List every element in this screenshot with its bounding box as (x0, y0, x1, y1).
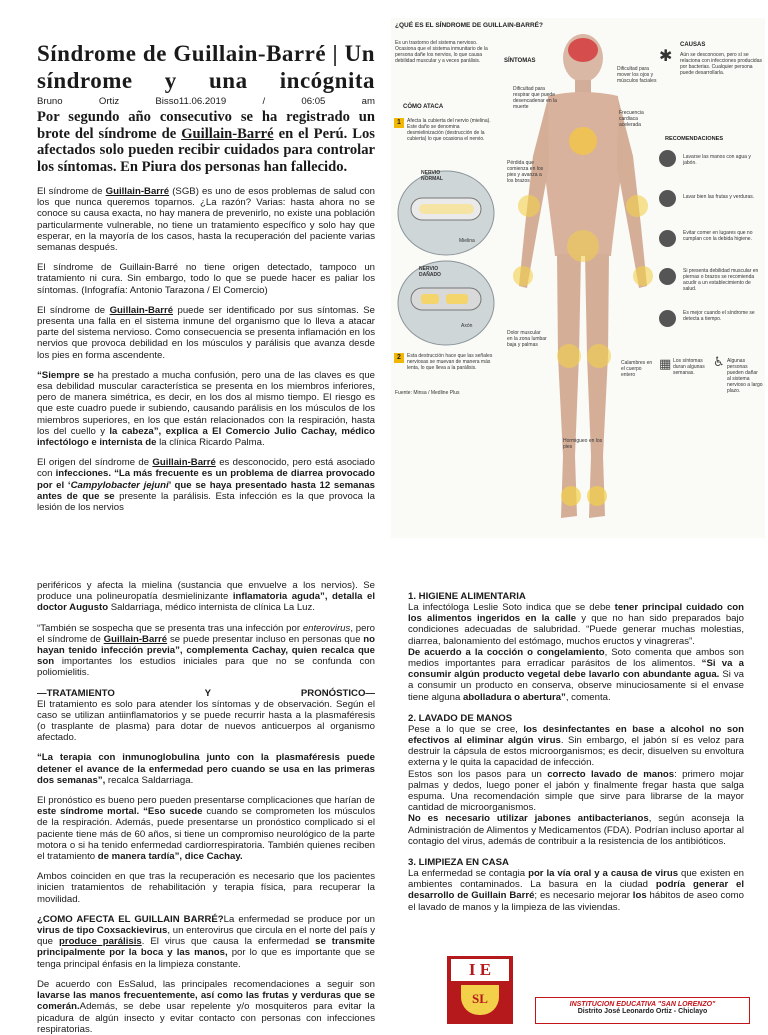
axon-label: Axón (461, 323, 473, 329)
paragraph (37, 623, 375, 679)
text: El síndrome de (37, 304, 110, 316)
text: inflamatoria aguda”, detalla el doctor Augusto (37, 591, 375, 614)
heading-part: —TRATAMIENTO (37, 687, 115, 699)
recommendation-item: Si presenta debilidad muscular en piernas o brazos se recomienda acudir a un establecimiento de salud. (683, 268, 759, 292)
nervio-danado-label: NERVIO DAÑADO (419, 266, 441, 278)
left-leg (557, 254, 581, 518)
text: Pese a lo que se cree, (408, 723, 524, 735)
text: (SGB) es uno de esos problemas de salud con los que nunca queremos toparnos. ¿La razón? Varias: hasta ahora no se conoce su causa exacta, no hay manera de prevenirlo, no existe una población particularmente vulnerable, no tiene un tratamiento específico y solo hay que esperar, en la mayoría de los casos, hasta la recuperación del paciente varias semanas después. (37, 186, 375, 254)
recommendation-item: Evitar comer en lugares que no cumplan con la debida higiene. (683, 230, 753, 242)
hand-highlight (633, 266, 653, 286)
foot-highlight (561, 486, 581, 506)
intro-column (37, 186, 375, 513)
text: hábitos de aseo como el lavado de manos y la limpieza de las viviendas. (408, 890, 744, 913)
symptom-duration-text: Los síntomas duran algunas semanas. (673, 358, 705, 376)
causas-text: Aún se desconocen, pero sí se relaciona con infecciones producidas por bacterias. Cualquier persona puede desarrollarla. (680, 52, 762, 76)
lumbar-highlight (567, 230, 599, 262)
text: ¿COMO AFECTA EL GUILLAIN BARRÉ? (37, 913, 224, 925)
school-logo (447, 956, 513, 1024)
text: Si va a consumir un producto en conserva, observe minuciosamente si el envase tiene alguna (408, 669, 745, 703)
text: no hayan tenido infección previa”, complementa Cachay, quien recalca que son (37, 633, 375, 668)
paragraph (408, 724, 744, 847)
school-place: Distrito José Leonardo Ortiz - Chiclayo (577, 1008, 708, 1015)
text: de manera tardía”, dice Cachay. (97, 851, 243, 863)
heading-part: Y (204, 687, 212, 699)
text: presente la parálisis. Esta infección es la que provoca la lesión de los nervios (37, 490, 376, 514)
text: cuando se comprometen los músculos de la respiración. Además, puede presentarse un pronóstico complicado si el paciente tiene más de 60 años, si tiene un compromiso neurológico de la parte motora o si ha tenido enfermedad cardiorrespiratoria. También quienes reciben el tratamiento (37, 806, 375, 863)
paragraph (37, 580, 375, 614)
text: los (632, 890, 647, 902)
left-arm (519, 98, 549, 288)
clock-icon (659, 310, 676, 327)
text: No es necesario utilizar jabones antibacterianos (408, 813, 649, 825)
text: La infectóloga Leslie Soto indica que se debe (408, 602, 615, 613)
text: Saldarriaga, médico internista de clínica La Luz. (108, 602, 315, 614)
text: periféricos y afecta la mielina (sustancia que envuelve a los nervios). Se produce una polineuropatía desmielinizante (37, 580, 375, 603)
symptom-text: Calambres en el cuerpo entero (621, 360, 653, 378)
recommendation-item: Lavar bien las frutas y verduras. (683, 194, 755, 200)
text: y que no han sido preparados bajo condiciones adecuadas de salubridad. “Puede generar muchas molestias, diarrea, balonamiento del estómago, muchos eructos y vinagreras”. (408, 613, 744, 647)
section-heading-tratamiento (37, 688, 375, 699)
recomendaciones-heading: RECOMENDACIONES (665, 136, 724, 142)
page-title: Síndrome de Guillain-Barré | Un síndrome y una incógnita (37, 41, 375, 93)
infographic-source: Fuente: Minsa / Medline Plus (395, 390, 460, 396)
heading-part: PRONÓSTICO— (300, 687, 375, 699)
text: puede ser identificado por sus síntomas. Se presenta una falla en el sistema inmune del organismo que lo lleva a atacar parte del sistema nervioso. Como consecuencia se presenta inflamación en los nervios que provoca debilidad en los músculos y parálisis que avanza desde los pies en forma ascendente. (37, 304, 375, 361)
text: bulina junto con la plasmaféresis puede detener el (37, 752, 376, 775)
text: El origen del síndrome de (37, 457, 153, 469)
text: , comenta. (565, 691, 611, 703)
text: “La terapia con inmunoglo (37, 752, 172, 764)
fruit-icon (659, 190, 676, 207)
text: : primero mojar palmas y dedos, luego poner el jabón y finalmente fregar hasta que salga espuma. Una recomendación simple que sirve para librarse de la mayor cantidad de microorganismos. (408, 768, 744, 814)
text: por la vía oral y a causa de virus (528, 868, 679, 880)
guillain-barre-link[interactable]: Guillain-Barré (181, 125, 274, 142)
infographic (391, 18, 765, 538)
lower-left-column (37, 580, 375, 1035)
text: El pronóstico es bueno pero pueden presentarse complicaciones que harían de (37, 795, 375, 807)
paragraph (37, 457, 375, 513)
step-1-text: Afecta la cubierta del nervio (mielina). Este daño se denomina desmielinización (destrucción de la cubierta) lo que ocasiona el nervio. (407, 118, 491, 142)
paragraph: El síndrome de Guillain-Barré no tiene origen detectado, tampoco un tratamiento ni cura. Sin embargo, todo lo que se puede hacer es paliar los síntomas. (Infografía: Antonio Tarazona / El Comercio) (37, 262, 375, 296)
text: importantes los estudios iniciales para que no se confunda con poliomielitis. (37, 656, 375, 679)
sintomas-heading: SÍNTOMAS (504, 58, 536, 64)
long-term-text: Algunas personas pueden dañar al sistema nervioso a largo plazo. (727, 358, 763, 394)
symptom-text: Frecuencia cardiaca acelerada (619, 110, 644, 128)
brain (568, 38, 598, 62)
text: “También se sospecha que se presenta tras una infección por (37, 622, 303, 634)
text: , pero el síndrome de (37, 622, 375, 645)
paragraph (37, 914, 375, 970)
paragraph: Ambos coinciden en que tras la recuperación es necesario que los pacientes inicien tratamientos de rehabilitación y terapia física, para recuperar la movilidad. (37, 871, 375, 905)
damage-spot (421, 294, 439, 304)
section-heading-lavado: 2. LAVADO DE MANOS (408, 712, 513, 724)
lead-text-end: en el Perú. Los afectados solo pueden recibir cuidados para controlar los síntomas. En Piura dos personas han fallecido. (37, 125, 375, 175)
step-2-text: Esta destrucción hace que las señales nerviosas se muevan de manera más lenta, lo que lleva a la parálisis. (407, 353, 493, 371)
foot-highlight (587, 486, 607, 506)
text: los desinfectantes en base a alcohol no son efectivos al eliminar algún virus (408, 723, 744, 747)
como-ataca-heading: CÓMO ATACA (403, 104, 444, 110)
text: De acuerdo con EsSalud, las principales recomendaciones a seguir son (37, 978, 375, 990)
bacteria-icon: ✱ (659, 48, 673, 65)
lead-text: Por segundo año consecutivo se ha registrado un brote del síndrome de (37, 109, 375, 142)
byline-sep: / (262, 96, 266, 107)
article-header (37, 40, 375, 175)
guillain-barre-link[interactable]: Guillain-Barré (152, 457, 216, 469)
text: “Si va a consumir algún producto vegetal debe lavarlo con abundante agua. (408, 658, 744, 681)
byline (37, 96, 375, 107)
damage-spot (446, 294, 468, 304)
school-label (535, 997, 750, 1024)
paragraph (37, 795, 375, 862)
food-stall-icon (659, 230, 676, 247)
right-leg (585, 254, 609, 518)
guillain-barre-link[interactable]: Guillain-Barré (103, 633, 168, 645)
hand-highlight (513, 266, 533, 286)
logo-letters: I E (451, 959, 509, 981)
nerve-illustration (391, 153, 501, 353)
lower-right-column (408, 591, 744, 913)
logo-shield: SL (461, 985, 499, 1015)
paragraph: El tratamiento es solo para atender los síntomas y de observación. Según el caso se utilizan antiinflamatorios y se puede recurrir hasta a la plasmaféresis (o trasplante de plasma) para dotar de nuevos anticuerpos al organismo afectado. (37, 698, 375, 744)
knee-highlight (557, 344, 581, 368)
text: que existen en ambientes contaminados. La basura en la ciudad (408, 868, 744, 891)
text: . Sin embargo, el jabón sí es veloz para destruir la cápsula de estos microorganismos; es decir, disuelven su envoltura externa y le quita la capacidad de infección. (408, 735, 744, 769)
paragraph (408, 602, 744, 703)
text: . El virus que causa la enfermedad (141, 936, 316, 948)
text: podría generar el desarrollo de Guillain Barré (408, 879, 745, 902)
step-badge: 1 (394, 118, 404, 128)
symptom-text: Pérdida que comienza en los pies y avanza a los brazos (507, 160, 544, 184)
axon-shape (419, 204, 474, 214)
text: , Soto comenta que ambos son medios importantes para erradicar parásitos de los alimentos. (408, 646, 744, 670)
author-first: Bruno (37, 96, 63, 107)
guillain-barre-link[interactable]: Guillain-Barré (105, 186, 170, 197)
text: ha prestado a mucha confusión, pero una de las claves es que esa debilidad muscular característica se presenta en los miembros inferiores, pero de manera simétrica, es decir, en los dos al mismo tiempo. El riesgo es que este cuadro puede ir subiendo, causando parálisis en los músculos de los miembros superiores, en los que están relacionados con la respiración, hasta los del cuello y (37, 369, 375, 437)
guillain-barre-link[interactable]: Guillain-Barré (109, 304, 174, 316)
text: De acuerdo a la cocción o congelamiento (408, 646, 605, 658)
author-last: Ortiz (98, 96, 120, 107)
paragraph (37, 186, 375, 253)
text: , un enterovirus que circula en el norte del país y que (37, 925, 375, 948)
heart-highlight (569, 127, 597, 155)
paragraph (408, 868, 744, 913)
causas-heading: CAUSAS (680, 42, 706, 48)
byline-ampm: am (361, 96, 375, 107)
neck (575, 80, 591, 94)
text: la cabeza”, explica a El Comercio Julio Cachay, médico infectólogo e internista de (37, 425, 376, 449)
text: produce parálisis (58, 936, 142, 948)
knee-highlight (587, 344, 611, 368)
byline-time: 06:05 (301, 96, 326, 107)
symptom-text: Hormigueo en los pies (563, 438, 603, 450)
text: virus de tipo Coxsackievirus (37, 925, 168, 937)
text: enterovirus (302, 622, 351, 634)
text: infecciones. “La más frecuente es un problema de diarrea provocado por el ‘ (37, 468, 375, 491)
text: por lo que es importante que se tenga principal énfasis en la limpieza constante. (37, 947, 375, 970)
symptom-text: Dificultad para respirar que puede desencadenar en la muerte (513, 86, 557, 110)
text: la clínica Ricardo Palma. (156, 437, 265, 449)
paragraph (37, 305, 375, 361)
text: El síndrome de (37, 186, 106, 197)
paragraph (37, 979, 375, 1035)
handwash-icon (659, 150, 676, 167)
person-icon: ♿ (713, 354, 725, 369)
paragraph (37, 370, 375, 448)
text: es desconocido, pero está asociado con (37, 457, 375, 480)
text: tener principal cuidado con los alimentos ingeridos en la calle (408, 602, 744, 625)
text: ; es necesario mejorar (534, 890, 633, 902)
recommendation-item: Es mejor cuando el síndrome se detecta a tiempo. (683, 310, 755, 322)
text: se puede presentar incluso en personas que (167, 633, 364, 645)
text: Campylobacter jejuni (70, 479, 169, 491)
text: este síndrome mortal. “Eso sucede (37, 806, 203, 818)
text: correcto lavado de manos (547, 768, 675, 780)
symptom-text: Dolor muscular en la zona lumbar baja y palmas (507, 330, 547, 348)
calendar-icon: ▦ (659, 356, 672, 371)
text: se transmite principalmente por la boca y las manos, (37, 936, 375, 959)
text: Además, se debe usar repelente y/o mosquiteros para evitar la picadura de algún insecto y evitar contacto con personas con infecciones respiratorias. (37, 1001, 375, 1035)
nervio-normal-label: NERVIO NORMAL (421, 170, 443, 182)
text: recalca Saldarriaga. (105, 774, 194, 786)
section-heading-higiene: 1. HIGIENE ALIMENTARIA (408, 591, 526, 602)
mielina-label: Mielina (459, 238, 475, 244)
byline-date: Bisso11.06.2019 (155, 96, 227, 107)
infographic-title: ¿QUÉ ES EL SÍNDROME DE GUILLAIN-BARRÉ? (395, 22, 543, 29)
text: La enfermedad se contagia (408, 868, 529, 880)
lead-paragraph (37, 109, 375, 175)
text: ’ que se haya presentado hasta 12 semanas antes de que se (37, 479, 375, 502)
text: lavarse las manos frecuentemente, así como las frutas y verduras que se comerán. (37, 990, 375, 1013)
text: avance de la enfermedad pero cuando se usa en las primeras dos semanas”, (37, 763, 375, 786)
school-name: INSTITUCION EDUCATIVA "SAN LORENZO" (569, 1001, 716, 1008)
text: La enfermedad se produce por un (223, 913, 376, 925)
elbow-highlight (518, 195, 540, 217)
section-heading-limpieza: 3. LIMPIEZA EN CASA (408, 857, 509, 869)
paragraph (37, 752, 375, 786)
text: , según aconseja la Administración de Alimentos y Medicamentos (FDA). Podrían incluso aportar al contagio del virus, además de contribuir a la resistencia de los antibióticos. (408, 813, 744, 847)
symptom-text: Dificultad para mover los ojos y músculos faciales (617, 66, 657, 84)
medical-icon (659, 268, 676, 285)
text: “Siempre se (37, 369, 94, 381)
elbow-highlight (626, 195, 648, 217)
recommendation-item: Lavarse las manos con agua y jabón. (683, 154, 751, 166)
infographic-intro: Es un trastorno del sistema nervioso. Ocasiona que el sistema inmunitario de la persona dañe los nervios, lo que causa debilidad muscular y a veces parálisis. (395, 40, 488, 64)
text: abolladura o abertura” (462, 691, 566, 703)
step-badge: 2 (394, 353, 404, 363)
text: Estos son los pasos para un (408, 768, 548, 780)
